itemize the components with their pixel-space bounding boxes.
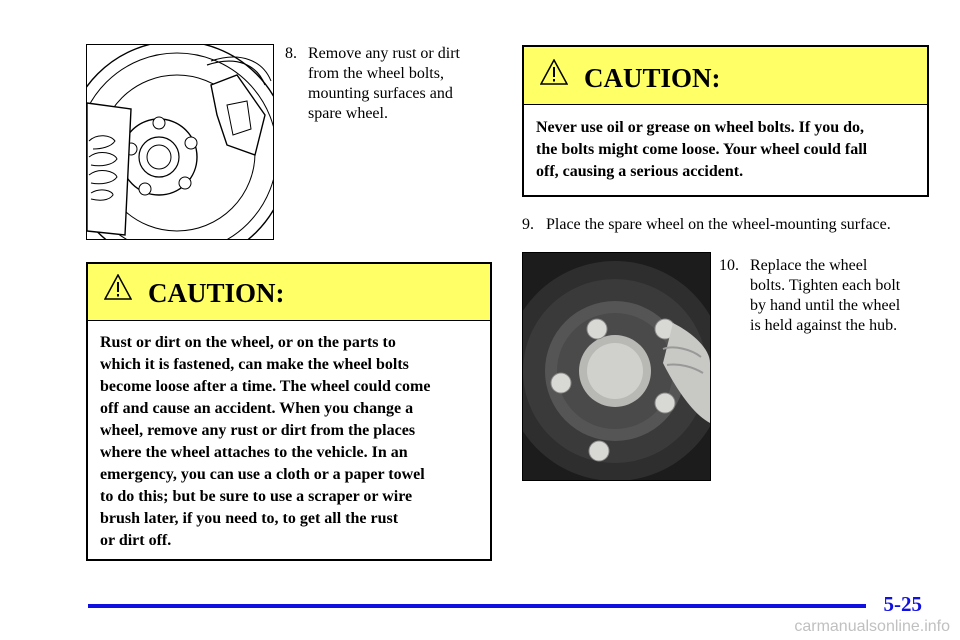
caution-line: wheel, remove any rust or dirt from the places <box>100 422 416 439</box>
caution-line: or dirt off. <box>100 532 172 549</box>
caution-line: where the wheel attaches to the vehicle. In an <box>100 444 408 461</box>
caution-box-rust <box>86 262 492 561</box>
step-9-number: 9. <box>522 216 534 233</box>
caution-line: which it is fastened, can make the wheel bolts <box>100 356 409 373</box>
step-8 <box>285 44 495 128</box>
step-8-line-2: from the wheel bolts, <box>308 65 444 82</box>
step-10-line-4: is held against the hub. <box>750 317 898 334</box>
step-8-line-1: Remove any rust or dirt <box>308 45 460 62</box>
step-10 <box>719 256 949 340</box>
wheel-bolt-photo <box>522 252 711 481</box>
step-9 <box>522 215 942 237</box>
step-8-line-3: mounting surfaces and <box>308 85 453 102</box>
caution-line: off, causing a serious accident. <box>536 163 744 180</box>
step-10-number: 10. <box>719 257 739 274</box>
caution-box-oil <box>522 45 929 197</box>
page-number: 5-25 <box>883 592 922 616</box>
step-8-line-4: spare wheel. <box>308 105 388 122</box>
caution-line: the bolts might come loose. Your wheel could fall <box>536 141 868 158</box>
wheel-hub-photo-drawing <box>523 253 710 480</box>
footer-rule <box>88 604 866 608</box>
caution-line: Never use oil or grease on wheel bolts. If you do, <box>536 119 864 136</box>
caution-line: emergency, you can use a cloth or a paper towel <box>100 466 425 483</box>
brake-rotor-illustration <box>86 44 274 240</box>
caution-line: become loose after a time. The wheel could come <box>100 378 431 395</box>
step-10-line-3: by hand until the wheel <box>750 297 901 314</box>
warning-triangle-icon <box>540 59 568 85</box>
caution-title: CAUTION: <box>584 63 721 93</box>
step-9-text: Place the spare wheel on the wheel-mounting surface. <box>546 216 891 233</box>
caution-header <box>88 264 490 321</box>
caution-line: Rust or dirt on the wheel, or on the parts to <box>100 334 396 351</box>
watermark: carmanualsonline.info <box>794 618 950 635</box>
caution-text <box>536 117 926 183</box>
caution-line: brush later, if you need to, to get all the rust <box>100 510 399 527</box>
step-10-line-1: Replace the wheel <box>750 257 868 274</box>
warning-triangle-icon <box>104 274 132 300</box>
caution-line: to do this; but be sure to use a scraper or wire <box>100 488 413 505</box>
caution-text <box>100 332 490 552</box>
step-8-number: 8. <box>285 45 297 62</box>
step-10-line-2: bolts. Tighten each bolt <box>750 277 901 294</box>
brake-rotor-drawing <box>87 45 273 239</box>
caution-header <box>524 47 927 105</box>
caution-line: off and cause an accident. When you change a <box>100 400 414 417</box>
caution-title: CAUTION: <box>148 278 285 308</box>
